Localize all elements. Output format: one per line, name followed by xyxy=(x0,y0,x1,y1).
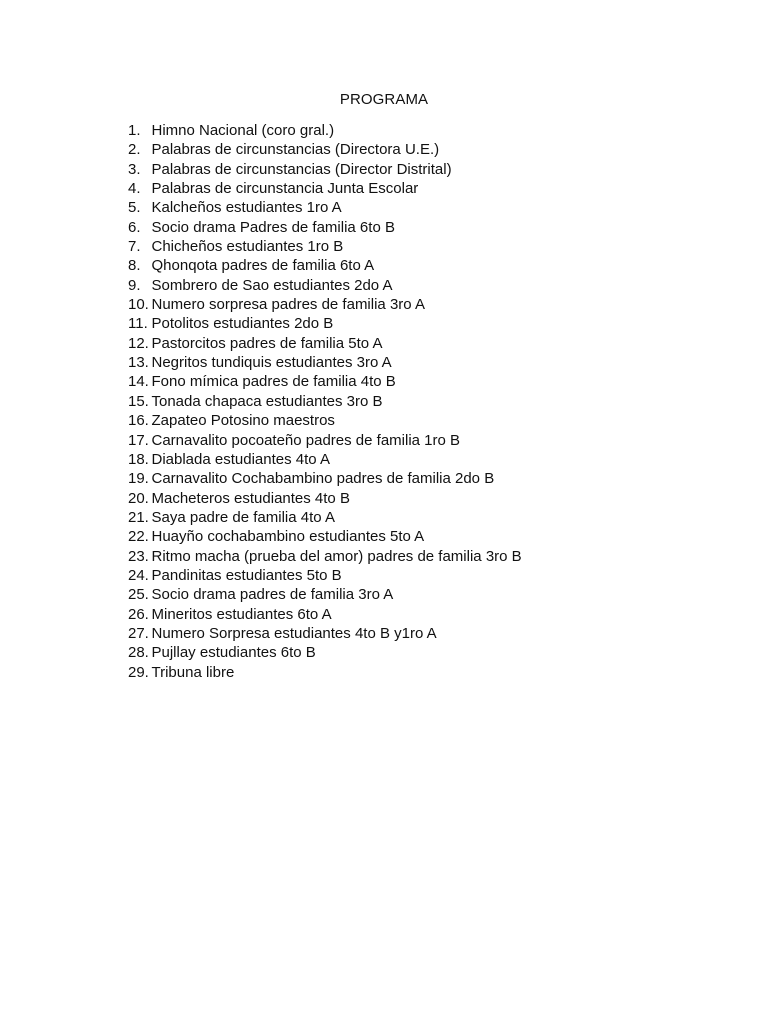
list-item-text: Saya padre de familia 4to A xyxy=(151,508,335,526)
list-item-number: 25. xyxy=(128,586,149,604)
list-item-number: 14. xyxy=(128,373,149,391)
list-item-text: Pastorcitos padres de familia 5to A xyxy=(151,334,383,352)
list-item-text: Potolitos estudiantes 2do B xyxy=(151,315,334,333)
list-item-text: Palabras de circunstancias (Directora U.E.) xyxy=(151,141,440,159)
list-item-number: 16. xyxy=(128,412,149,430)
list-item-text: Chicheños estudiantes 1ro B xyxy=(151,238,344,256)
list-item-text: Ritmo macha (prueba del amor) padres de familia 3ro B xyxy=(151,547,522,565)
list-item-text: Numero Sorpresa estudiantes 4to B y1ro A xyxy=(151,624,437,642)
list-item-number: 23. xyxy=(128,547,149,565)
list-item-number: 22. xyxy=(128,528,149,546)
list-item-number: 10. xyxy=(128,296,149,314)
list-item-text: Kalcheños estudiantes 1ro A xyxy=(151,199,342,217)
list-item-number: 29. xyxy=(128,663,149,681)
list-item-number: 4. xyxy=(128,180,141,198)
list-item-number: 9. xyxy=(128,276,141,294)
list-item-text: Pandinitas estudiantes 5to B xyxy=(151,566,342,584)
list-item-number: 7. xyxy=(128,238,141,256)
list-item-text: Macheteros estudiantes 4to B xyxy=(151,489,350,507)
list-item-number: 28. xyxy=(128,644,149,662)
list-item-number: 6. xyxy=(128,218,141,236)
list-item-number: 5. xyxy=(128,199,141,217)
list-item-text: Carnavalito Cochabambino padres de familia 2do B xyxy=(151,470,495,488)
list-item-text: Tonada chapaca estudiantes 3ro B xyxy=(151,392,383,410)
list-item-number: 18. xyxy=(128,450,149,468)
list-item-text: Carnavalito pocoateño padres de familia 1ro B xyxy=(151,431,461,449)
list-item-number: 11. xyxy=(128,315,148,333)
list-item-number: 20. xyxy=(128,489,149,507)
list-item-number: 1. xyxy=(128,122,141,139)
list-item-number: 24. xyxy=(128,566,149,584)
list-item-number: 27. xyxy=(128,624,149,642)
list-item-text: Socio drama padres de familia 3ro A xyxy=(151,586,394,604)
list-item-text: Sombrero de Sao estudiantes 2do A xyxy=(151,276,393,294)
list-item-number: 8. xyxy=(128,257,141,275)
list-item-text: Fono mímica padres de familia 4to B xyxy=(151,373,396,391)
list-item-text: Socio drama Padres de familia 6to B xyxy=(151,218,395,236)
list-item-text: Zapateo Potosino maestros xyxy=(151,412,335,430)
list-item-text: Pujllay estudiantes 6to B xyxy=(151,644,316,662)
list-item-text: Tribuna libre xyxy=(151,663,235,681)
list-item-text: Himno Nacional (coro gral.) xyxy=(151,122,335,139)
list-item-number: 15. xyxy=(128,392,149,410)
list-item-text: Diablada estudiantes 4to A xyxy=(151,450,330,468)
list-item-number: 26. xyxy=(128,605,149,623)
list-item-text: Negritos tundiquis estudiantes 3ro A xyxy=(151,354,392,372)
list-item-text: Qhonqota padres de familia 6to A xyxy=(151,257,375,275)
list-item-number: 17. xyxy=(128,431,149,449)
list-item-number: 2. xyxy=(128,141,141,159)
list-item-text: Mineritos estudiantes 6to A xyxy=(151,605,332,623)
list-item-number: 12. xyxy=(128,334,149,352)
list-item-text: Palabras de circunstancia Junta Escolar xyxy=(151,180,419,198)
list-item-text: Numero sorpresa padres de familia 3ro A xyxy=(151,296,425,314)
page-title: PROGRAMA xyxy=(339,91,429,108)
list-item-number: 21. xyxy=(128,508,149,526)
list-item-text: Huayño cochabambino estudiantes 5to A xyxy=(151,528,425,546)
list-item-number: 3. xyxy=(128,160,141,178)
list-item-number: 19. xyxy=(128,470,149,488)
list-item-text: Palabras de circunstancias (Director Distrital) xyxy=(151,160,452,178)
list-item-number: 13. xyxy=(128,354,149,372)
